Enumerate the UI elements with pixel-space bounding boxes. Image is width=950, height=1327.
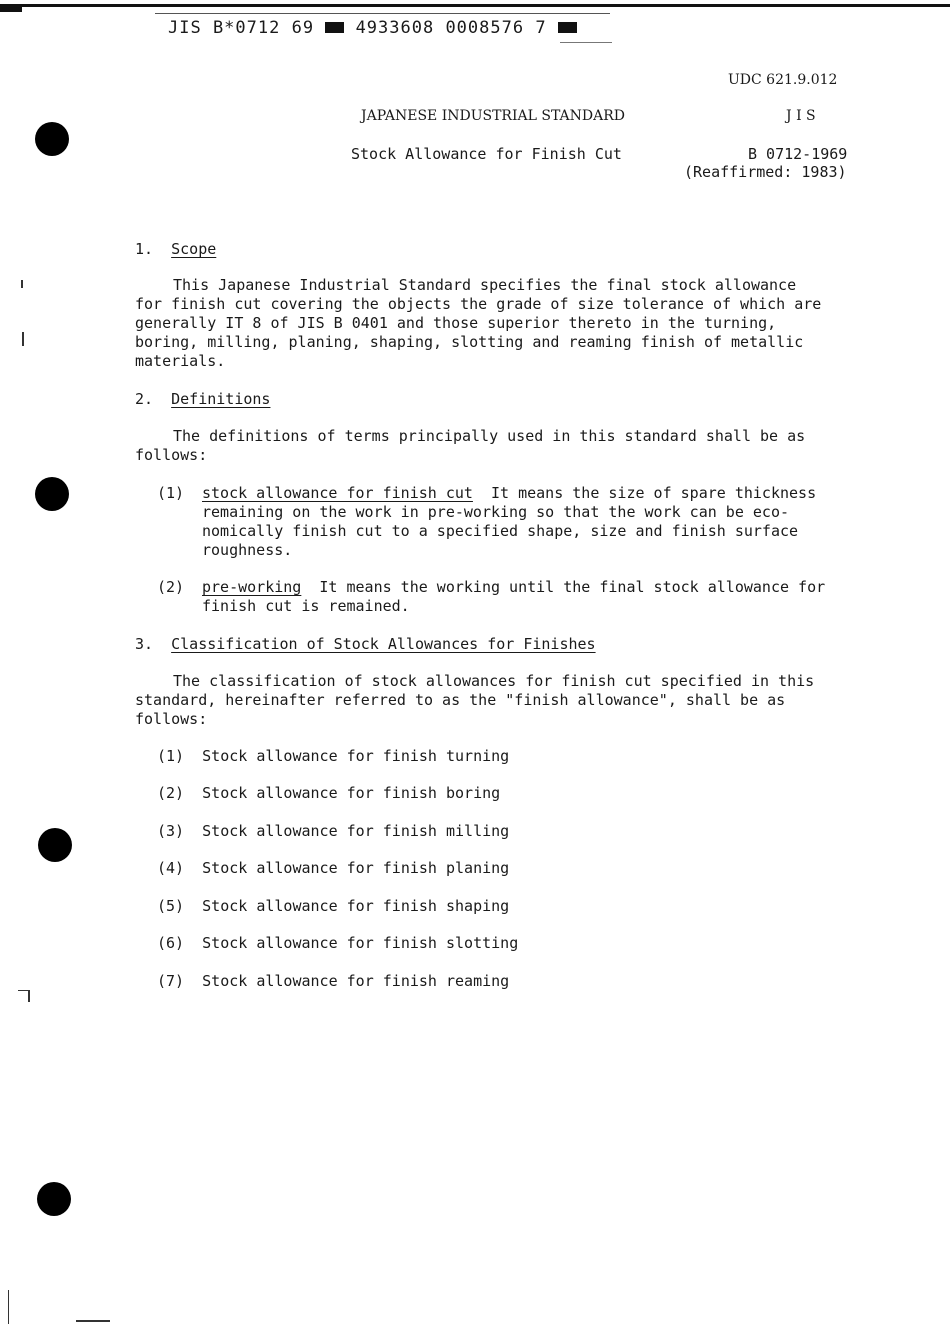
catalog-code-a: JIS B*0712 69: [168, 18, 315, 38]
scan-speck: [21, 280, 23, 288]
section-3-intro: [135, 672, 814, 729]
list-item: [157, 934, 518, 952]
definition-1-term: stock allowance for finish cut: [202, 484, 473, 502]
list-item: [157, 897, 509, 915]
text-line: standard, hereinafter referred to as the "finish allowance", shall be as: [135, 691, 786, 709]
section-3-heading: [135, 635, 596, 653]
standard-number: B 0712-1969: [748, 145, 848, 163]
document-title: Stock Allowance for Finish Cut: [351, 145, 622, 163]
text-line: nomically finish cut to a specified shape, size and finish surface: [202, 522, 799, 540]
top-border-rule: [0, 4, 950, 7]
definition-2: [202, 578, 825, 616]
text-line: follows:: [135, 446, 208, 464]
catalog-code-line: [168, 18, 577, 38]
definition-1-first-line: [202, 484, 816, 503]
list-item: [157, 822, 509, 840]
text-line: The classification of stock allowances for finish cut specified in this: [173, 672, 815, 690]
section-2-heading: [135, 390, 270, 408]
definition-2-term: pre-working: [202, 578, 302, 596]
section-3-title: Classification of Stock Allowances for Finishes: [171, 635, 596, 653]
definition-2-first-line: [202, 578, 825, 597]
list-text: Stock allowance for finish boring: [202, 784, 501, 802]
definition-2-marker: (2): [157, 578, 185, 596]
text-line: follows:: [135, 710, 208, 728]
text-line: generally IT 8 of JIS B 0401 and those superior thereto in the turning,: [135, 314, 777, 332]
punch-hole: [37, 1182, 71, 1216]
list-item: [157, 784, 500, 802]
block-mark-icon: [325, 22, 344, 33]
list-text: Stock allowance for finish milling: [202, 822, 510, 840]
text-line: remaining on the work in pre-working so that the work can be eco-: [202, 503, 789, 521]
text-line: for finish cut covering the objects the grade of size tolerance of which are: [135, 295, 822, 313]
list-marker: (3): [157, 822, 185, 840]
top-left-mark: [0, 6, 22, 12]
list-item: [157, 747, 509, 765]
text-line: boring, milling, planing, shaping, slotting and reaming finish of metallic: [135, 333, 804, 351]
list-item: [157, 972, 509, 990]
header-rule: [155, 13, 610, 14]
list-marker: (1): [157, 747, 185, 765]
list-text: Stock allowance for finish shaping: [202, 897, 510, 915]
list-marker: (2): [157, 784, 185, 802]
udc-code: UDC 621.9.012: [728, 72, 838, 88]
org-title: JAPANESE INDUSTRIAL STANDARD: [361, 108, 625, 124]
definition-1: [202, 484, 816, 560]
section-1-heading: [135, 240, 216, 258]
section-1-title: Scope: [171, 240, 217, 258]
list-marker: (4): [157, 859, 185, 877]
scan-speck: [76, 1320, 110, 1322]
section-2-intro: [135, 427, 805, 465]
scan-speck: [8, 1290, 9, 1324]
list-text: Stock allowance for finish slotting: [202, 934, 519, 952]
text-line: finish cut is remained.: [202, 597, 410, 615]
catalog-code-b: 4933608 0008576 7: [355, 18, 547, 38]
punch-hole: [35, 122, 69, 156]
text-line: This Japanese Industrial Standard specifies the final stock allowance: [173, 276, 797, 294]
section-2-title: Definitions: [171, 390, 271, 408]
text-line: materials.: [135, 352, 226, 370]
list-text: Stock allowance for finish turning: [202, 747, 510, 765]
list-marker: (7): [157, 972, 185, 990]
list-text: Stock allowance for finish planing: [202, 859, 510, 877]
list-marker: (6): [157, 934, 185, 952]
scan-speck: [28, 990, 30, 1002]
section-1-body: [135, 276, 821, 371]
punch-hole: [38, 828, 72, 862]
definition-1-marker: (1): [157, 484, 185, 502]
section-2-number: 2.: [135, 390, 154, 408]
jis-mark: J I S: [786, 108, 816, 124]
section-3-number: 3.: [135, 635, 154, 653]
list-item: [157, 859, 509, 877]
reaffirmed-note: (Reaffirmed: 1983): [684, 163, 847, 181]
text-line: roughness.: [202, 541, 293, 559]
header-underline: [560, 42, 612, 43]
text-line: The definitions of terms principally used in this standard shall be as: [173, 427, 806, 445]
list-marker: (5): [157, 897, 185, 915]
definition-1-text: It means the size of spare thickness: [491, 484, 817, 502]
definition-2-text: It means the working until the final stock allowance for: [319, 578, 826, 596]
section-1-number: 1.: [135, 240, 154, 258]
punch-hole: [35, 477, 69, 511]
scan-speck: [22, 332, 24, 346]
list-text: Stock allowance for finish reaming: [202, 972, 510, 990]
block-mark-icon: [558, 22, 577, 33]
